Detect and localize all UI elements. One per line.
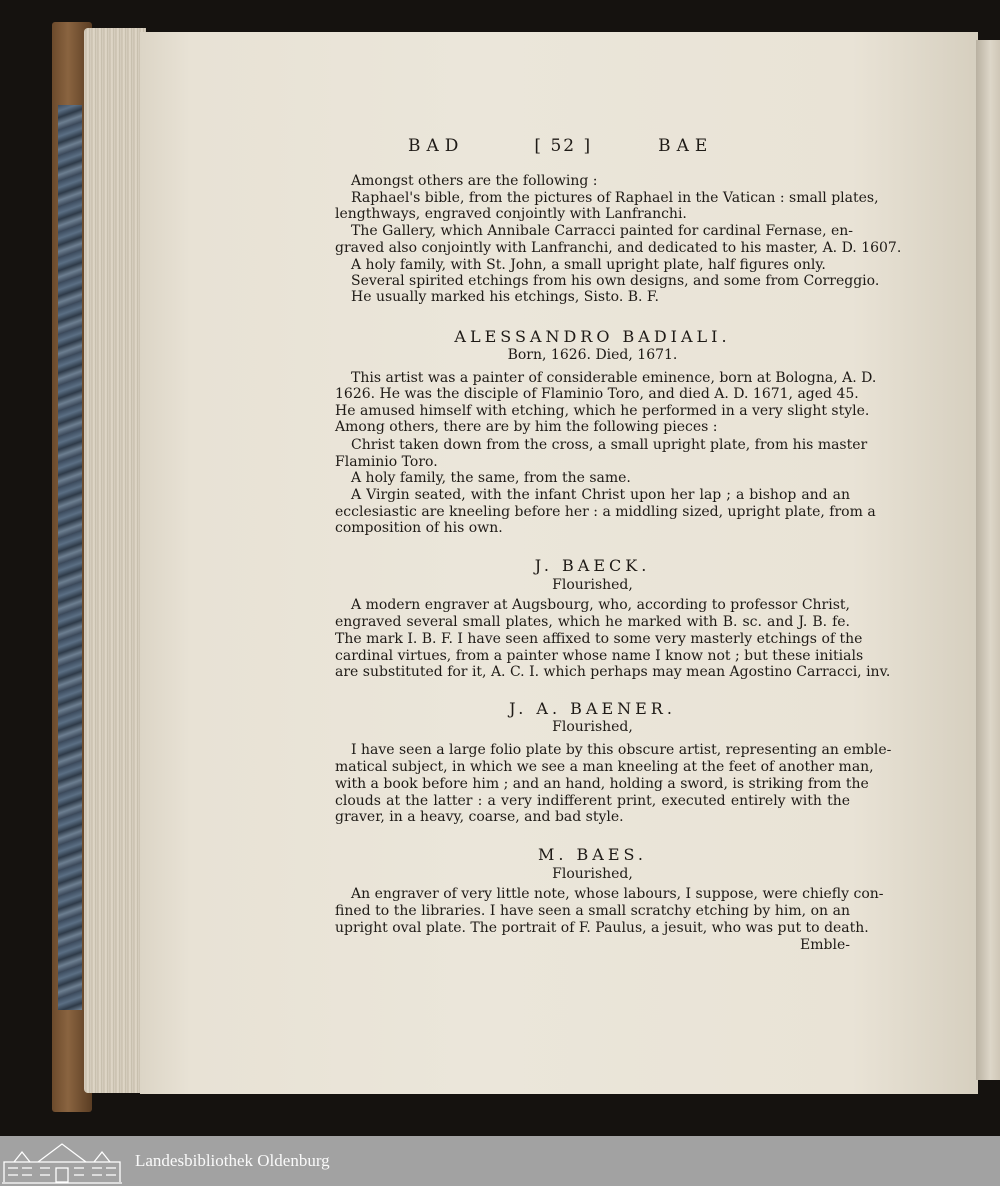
text-line: A modern engraver at Augsbourg, who, according to professor Christ, — [351, 597, 850, 613]
text-line: 1626. He was the disciple of Flaminio Toro, and died A. D. 1671, aged 45. — [335, 386, 859, 402]
artist-dates: Flourished, — [552, 577, 633, 593]
text-line: He usually marked his etchings, Sisto. B. F. — [351, 289, 659, 305]
text-line: A holy family, the same, from the same. — [351, 470, 631, 486]
text-line: cardinal virtues, from a painter whose name I know not ; but these initials — [335, 648, 864, 664]
text-line: upright oval plate. The portrait of F. Paulus, a jesuit, who was put to death. — [335, 920, 869, 936]
artist-heading: M. BAES. — [537, 845, 648, 864]
page-edges — [84, 28, 146, 1093]
header-right: BAE — [658, 136, 714, 156]
text-line: A holy family, with St. John, a small upright plate, half figures only. — [351, 257, 826, 273]
artist-heading: ALESSANDRO BADIALI. — [454, 327, 731, 346]
text-line: The mark I. B. F. I have seen affixed to some very masterly etchings of the — [335, 631, 863, 647]
artist-heading: J. BAECK. — [534, 556, 651, 575]
text-line: are substituted for it, A. C. I. which perhaps may mean Agostino Carracci, inv. — [335, 664, 891, 680]
text-line: This artist was a painter of considerable eminence, born at Bologna, A. D. — [351, 370, 877, 386]
artist-heading: J. A. BAENER. — [509, 699, 676, 718]
page-number: [ 52 ] — [534, 136, 593, 156]
catchword: Emble- — [800, 937, 850, 953]
text-line: composition of his own. — [335, 520, 503, 536]
library-footer-bar — [0, 1136, 1000, 1186]
text-line: clouds at the latter : a very indifferent print, executed entirely with the — [335, 793, 850, 809]
text-line: I have seen a large folio plate by this obscure artist, representing an emble- — [351, 742, 892, 758]
text-line: A Virgin seated, with the infant Christ upon her lap ; a bishop and an — [351, 487, 850, 503]
text-line: Raphael's bible, from the pictures of Raphael in the Vatican : small plates, — [351, 190, 879, 206]
text-line: Flaminio Toro. — [335, 454, 438, 470]
artist-dates: Born, 1626. Died, 1671. — [507, 347, 678, 363]
marbled-endpaper — [58, 105, 82, 1010]
library-building-icon — [0, 1138, 124, 1184]
text-line: graved also conjointly with Lanfranchi, and dedicated to his master, A. D. 1607. — [335, 240, 902, 256]
header-left: BAD — [408, 136, 465, 156]
running-header — [408, 136, 713, 156]
artist-dates: Flourished, — [552, 866, 633, 882]
text-line: He amused himself with etching, which he performed in a very slight style. — [335, 403, 870, 419]
text-line: Christ taken down from the cross, a small upright plate, from his master — [351, 437, 868, 453]
facing-page-edge — [976, 40, 1000, 1080]
text-line: Among others, there are by him the following pieces : — [335, 419, 718, 435]
text-line: lengthways, engraved conjointly with Lanfranchi. — [335, 206, 687, 222]
text-line: fined to the libraries. I have seen a small scratchy etching by him, on an — [335, 903, 850, 919]
text-line: ecclesiastic are kneeling before her : a middling sized, upright plate, from a — [335, 504, 876, 520]
text-line: Amongst others are the following : — [351, 173, 598, 189]
library-name: Landesbibliothek Oldenburg — [135, 1151, 330, 1170]
text-line: matical subject, in which we see a man kneeling at the feet of another man, — [335, 759, 874, 775]
text-line: Several spirited etchings from his own designs, and some from Correggio. — [351, 273, 880, 289]
text-line: engraved several small plates, which he marked with B. sc. and J. B. fe. — [335, 614, 850, 630]
text-line: An engraver of very little note, whose labours, I suppose, were chiefly con- — [351, 886, 884, 902]
text-line: graver, in a heavy, coarse, and bad style. — [335, 809, 624, 825]
artist-dates: Flourished, — [552, 719, 633, 735]
text-line: with a book before him ; and an hand, holding a sword, is striking from the — [335, 776, 869, 792]
text-line: The Gallery, which Annibale Carracci painted for cardinal Fernase, en- — [351, 223, 854, 239]
